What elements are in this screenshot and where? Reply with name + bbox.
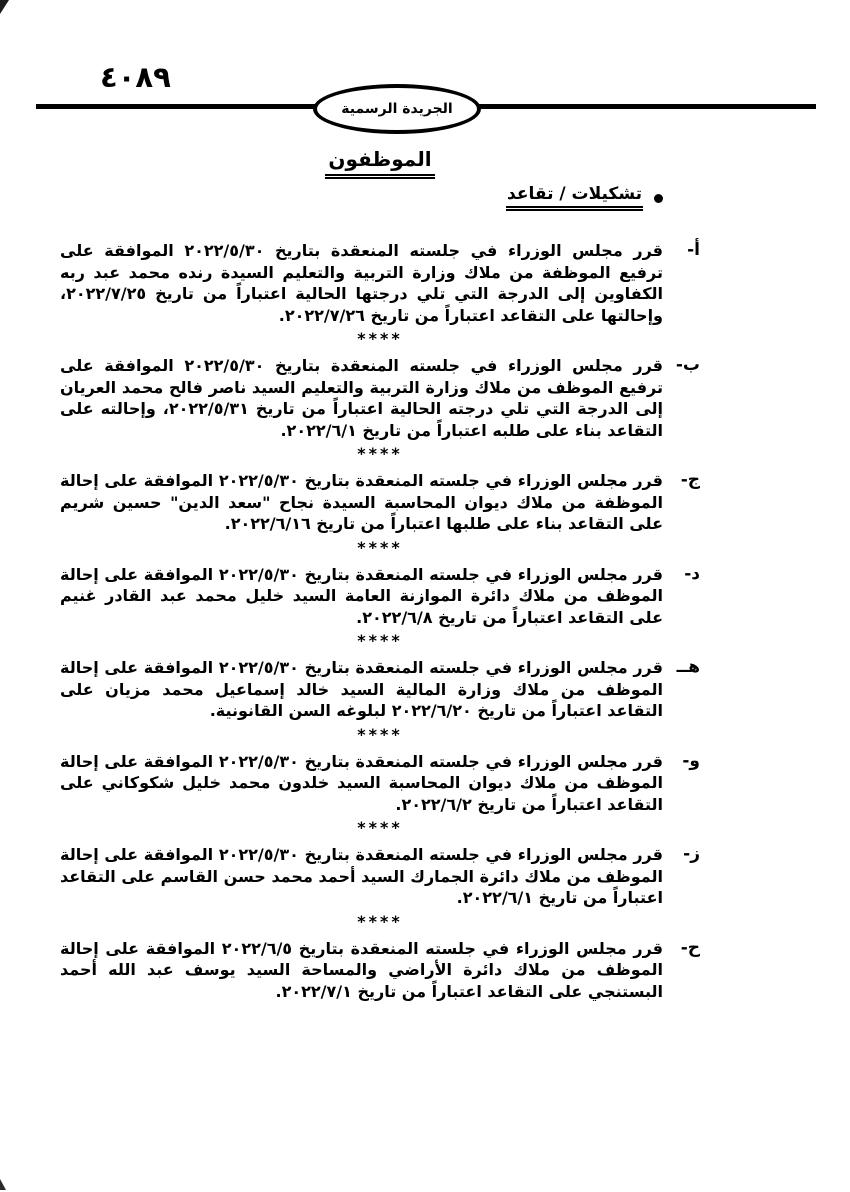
item-marker: و- (682, 750, 700, 771)
page-title: الموظفون (325, 147, 434, 179)
scan-artifact-bottom-left (0, 1179, 6, 1190)
decree-item-d (60, 564, 700, 629)
asterisk-separator: **** (357, 818, 403, 837)
gazette-name: الجريدة الرسمية (341, 101, 453, 117)
asterisk-separator: **** (357, 444, 403, 463)
decree-list (60, 240, 700, 1005)
decree-item-z (60, 844, 700, 909)
item-marker: أ- (687, 240, 700, 260)
title-wrap (60, 147, 700, 179)
item-marker: د- (684, 563, 700, 584)
item-text: قرر مجلس الوزراء في جلسته المنعقدة بتاريخ ٢٠٢٢/٦/٥ الموافقة على إحالة الموظف من ملاك دائرة الأراضي والمساحة السيد يوسف عبد الله أحمد البستنجي على التقاعد اعتباراً من تاريخ ٢٠٢٢/٧/١. (60, 938, 663, 1001)
asterisk-separator: **** (357, 724, 403, 744)
asterisk-separator: **** (357, 537, 403, 557)
decree-item-hh (60, 938, 700, 1003)
item-text: قرر مجلس الوزراء في جلسته المنعقدة بتاريخ ٢٠٢٢/٥/٣٠ الموافقة على ترفيع الموظف من ملاك وزارة التربية والتعليم السيد ناصر فالح محمد العريان إلى الدرجة التي تلي درجته الحالية اعتباراً من تاريخ ٢٠٢٢/٥/٣١، وإحالته على التقاعد بناء على طلبه اعتباراً من تاريخ ٢٠٢٢/٦/١. (60, 356, 664, 440)
item-text: قرر مجلس الوزراء في جلسته المنعقدة بتاريخ ٢٠٢٢/٥/٣٠ الموافقة على إحالة الموظف من ملاك وزارة المالية السيد خالد إسماعيل محمد مزيان على التقاعد اعتباراً من تاريخ ٢٠٢٢/٦/٢٠ لبلوغه السن القانونية. (60, 658, 663, 720)
item-text: قرر مجلس الوزراء في جلسته المنعقدة بتاريخ ٢٠٢٢/٥/٣٠ الموافقة على ترفيع الموظفة من ملاك وزارة التربية والتعليم السيدة رنده محمد عبد ربه الكفاوين إلى الدرجة التي تلي درجتها الحالية اعتباراً من تاريخ ٢٠٢٢/٧/٢٥، وإحالتها على التقاعد اعتباراً من تاريخ ٢٠٢٢/٧/٢٦. (60, 241, 664, 325)
decree-item-w (60, 751, 700, 816)
item-marker: ب- (675, 355, 700, 375)
item-marker: ح- (680, 937, 700, 958)
decree-item-h (60, 657, 700, 722)
decree-item-c (60, 470, 700, 535)
decree-item-a (60, 240, 700, 326)
asterisk-separator: **** (357, 631, 403, 650)
asterisk-separator: **** (357, 911, 403, 931)
item-marker: ج- (680, 470, 700, 490)
item-text: قرر مجلس الوزراء في جلسته المنعقدة بتاريخ ٢٠٢٢/٥/٣٠ الموافقة على إحالة الموظف من ملاك دائرة الجمارك السيد أحمد محمد حسن القاسم على التقاعد اعتباراً من تاريخ ٢٠٢٢/٦/١. (60, 845, 663, 907)
gazette-seal (313, 84, 481, 134)
page-number: ٤٠٨٩ (100, 60, 171, 94)
section-label: تشكيلات / تقاعد (506, 184, 643, 211)
scan-artifact-top-left (0, 0, 9, 14)
section-heading (506, 184, 663, 211)
item-text: قرر مجلس الوزراء في جلسته المنعقدة بتاريخ ٢٠٢٢/٥/٣٠ الموافقة على إحالة الموظفة من ملاك ديوان المحاسبة السيدة نجاح "سعد الدين" حسين شريم على التقاعد بناء على طلبها اعتباراً من تاريخ ٢٠٢٢/٦/١٦. (60, 471, 663, 533)
item-marker: ز- (683, 844, 700, 864)
asterisk-separator: **** (357, 329, 403, 348)
item-text: قرر مجلس الوزراء في جلسته المنعقدة بتاريخ ٢٠٢٢/٥/٣٠ الموافقة على إحالة الموظف من ملاك دائرة الموازنة العامة السيد خليل محمد عبد القادر غنيم على التقاعد اعتباراً من تاريخ ٢٠٢٢/٦/٨. (60, 564, 663, 627)
item-marker: هــ (676, 657, 700, 677)
bullet-icon (654, 194, 663, 203)
decree-item-b (60, 355, 700, 441)
item-text: قرر مجلس الوزراء في جلسته المنعقدة بتاريخ ٢٠٢٢/٥/٣٠ الموافقة على إحالة الموظف من ملاك ديوان المحاسبة السيد خلدون محمد خليل شكوكاني على التقاعد اعتباراً من تاريخ ٢٠٢٢/٦/٢. (60, 751, 663, 814)
